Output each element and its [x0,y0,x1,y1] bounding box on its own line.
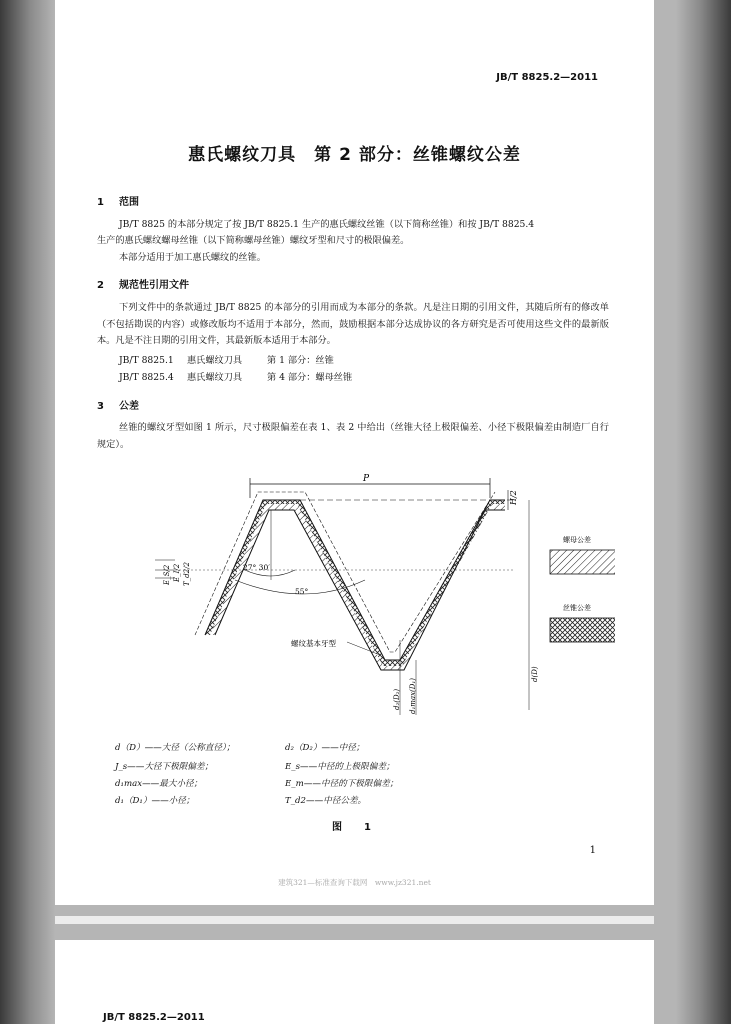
section-1-para-1-line-2: 生产的惠氏螺纹螺母丝锥（以下简称螺母丝锥）螺纹牙型和尺寸的极限偏差。 [97,235,410,246]
thread-profile-figure [95,470,615,720]
document-title: 惠氏螺纹刀具 第 2 部分：丝锥螺纹公差 [188,145,521,165]
full-angle-label: 55° [295,587,309,596]
es-half-label: E_S/2 [163,564,171,585]
nut-tolerance-label: 螺母公差 [563,536,591,544]
legend-item: T_d2——中径公差。 [285,796,367,806]
section-1-para-1-line-1: JB/T 8825 的本部分规定了按 JB/T 8825.1 生产的惠氏螺纹丝锥（以下简称丝锥）和按 JB/T 8825.4 [119,219,535,230]
page-separator [55,916,654,924]
major-diameter-label: d(D) [531,666,539,682]
nut-tolerance-swatch [550,550,615,574]
document-page-1 [55,0,654,905]
legend-item: E_m——中径的下极限偏差； [285,779,399,789]
section-2-para: 下列文件中的条款通过 JB/T 8825 的本部分的引用而成为本部分的条款。凡是注日期的引用文件，其随后所有的修改单（不包括勘误的内容）或修改版均不适用于本部分，然而，鼓励根据本部分达成协议的各方研究是否可使用这些文件的最新版本。凡是不注日期的引用文件，其最新版本适用于本部分。 [97,302,609,346]
figure-caption: 图 1 [332,822,377,833]
section-3-heading: 3 公差 [97,401,139,412]
watermark: 建筑321—标准查询下载网 www.jz321.net [278,878,431,887]
legend-item: J_s——大径下极限偏差； [115,762,214,772]
td2-half-label: T_d2/2 [183,562,191,586]
page-number: 1 [589,845,596,856]
section-1-heading: 1 范围 [97,197,139,208]
reference-item: JB/T 8825.1 惠氏螺纹刀具 第 1 部分：丝锥 [119,355,334,366]
legend-item: d（D）——大径（公称直径）； [115,743,235,753]
section-2-heading: 2 规范性引用文件 [97,280,189,291]
reference-item: JB/T 8825.4 惠氏螺纹刀具 第 4 部分：螺母丝锥 [119,372,353,383]
legend-item: d₁（D₁）——小径； [115,796,195,806]
legend-item: d₂（D₂）——中径； [285,743,365,753]
tap-tolerance-swatch [550,618,615,642]
document-page-2 [55,940,654,1024]
d1max-label: d₁max(D₁) [409,678,417,714]
section-1-para-2: 本部分适用于加工惠氏螺纹的丝锥。 [119,252,266,263]
legend-item: d₁max——最大小径； [115,779,203,789]
d2-label: d₂(D₂) [393,688,401,710]
standard-number-header: JB/T 8825.2—2011 [103,1012,205,1023]
ei-half-label: E_I/2 [173,563,181,582]
half-height-label: H/2 [509,490,518,505]
half-angle-label: 27° 30′ [243,563,270,572]
tap-tolerance-label: 丝锥公差 [563,604,591,612]
section-3-para: 丝锥的螺纹牙型如图 1 所示，尺寸极限偏差在表 1、表 2 中给出（丝锥大径上极限偏差、小径下极限偏差由制造厂自行规定）。 [97,422,609,450]
standard-number-header: JB/T 8825.2—2011 [496,72,598,83]
basic-profile-label: 螺纹基本牙型 [291,639,336,648]
pitch-label: P [363,474,370,484]
legend-item: E_s——中径的上极限偏差； [285,762,395,772]
